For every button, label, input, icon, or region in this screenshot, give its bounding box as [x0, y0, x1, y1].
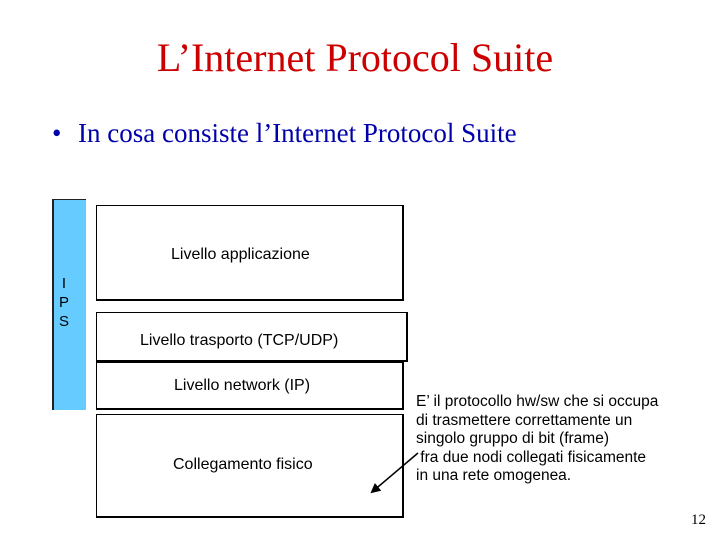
bullet-text: In cosa consiste l’Internet Protocol Suite: [78, 118, 517, 148]
bullet-point: [52, 118, 517, 149]
layer-application: [96, 205, 404, 301]
layer-application-label: Livello applicazione: [171, 246, 310, 263]
physical-layer-note: E’ il protocollo hw/sw che si occupa di trasmettere correttamente un singolo gruppo di bit (frame) fra due nodi collegati fisicamente in una rete omogenea.: [416, 393, 659, 484]
ips-letter-i: I: [61, 275, 67, 292]
layer-physical: [96, 414, 404, 518]
ips-letter-s: S: [58, 313, 69, 330]
slide-title: L’Internet Protocol Suite: [156, 35, 554, 80]
bullet-marker: •: [52, 118, 62, 148]
ips-letter-p: P: [58, 294, 69, 311]
layer-physical-label: Collegamento fisico: [173, 456, 313, 473]
layer-transport-label: Livello trasporto (TCP/UDP): [140, 332, 339, 349]
ips-label: [52, 274, 76, 331]
layer-network-label: Livello network (IP): [174, 377, 311, 394]
page-number: 12: [691, 512, 706, 528]
layer-network: [96, 362, 404, 410]
layer-transport: [96, 312, 408, 362]
